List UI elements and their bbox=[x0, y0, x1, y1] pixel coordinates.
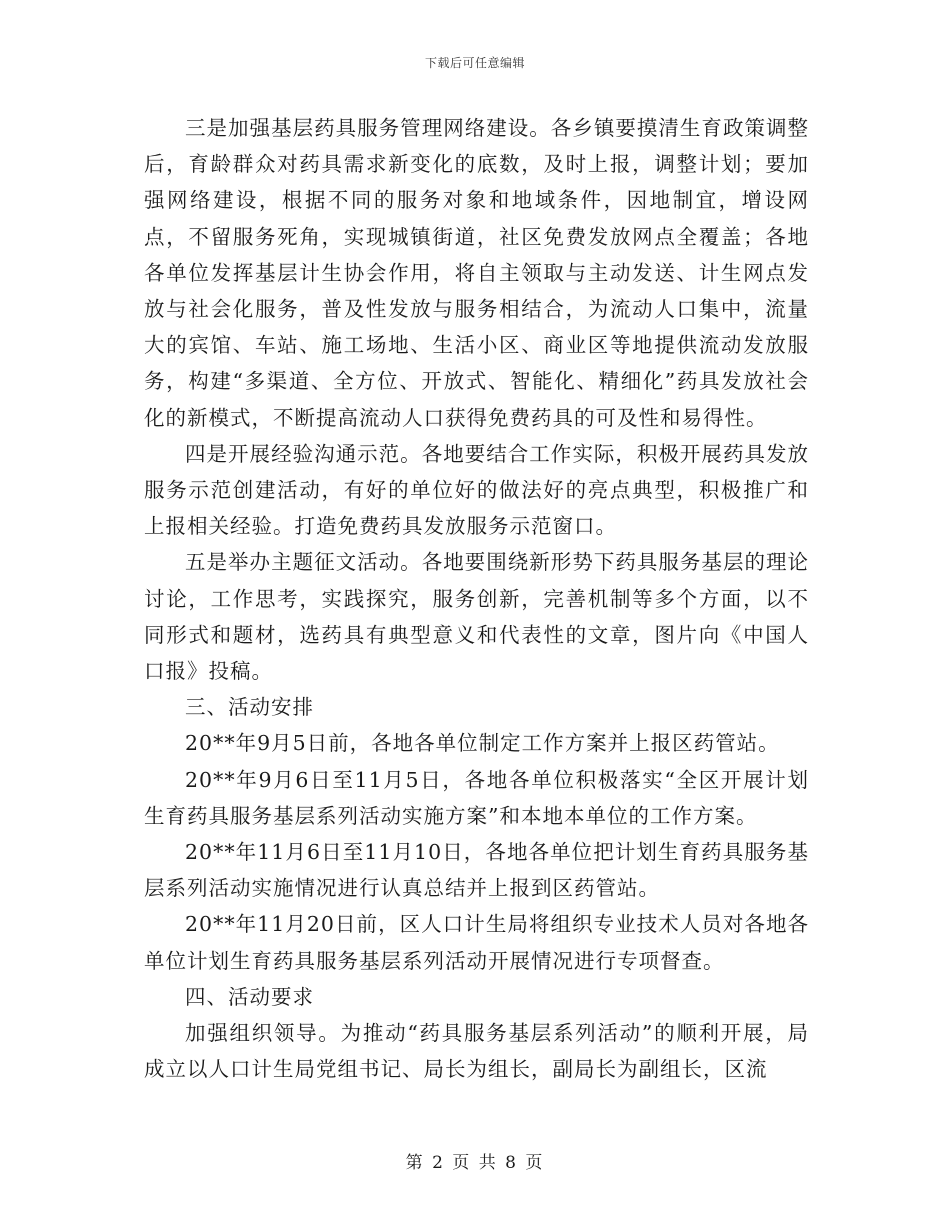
paragraph-experience-exchange: 四是开展经验沟通示范。各地要结合工作实际，积极开展药具发放服务示范创建活动，有好的单位好的做法好的亮点典型，积极推广和上报相关经验。打造免费药具发放服务示范窗口。 bbox=[144, 441, 809, 539]
schedule-item-4: 20**年11月20日前，区人口计生局将组织专业技术人员对各地各单位计划生育药具服务基层系列活动开展情况进行专项督查。 bbox=[144, 912, 809, 973]
paragraph-network-building: 三是加强基层药具服务管理网络建设。各乡镇要摸清生育政策调整后，育龄群众对药具需求新变化的底数，及时上报，调整计划；要加强网络建设，根据不同的服务对象和地域条件，因地制宜，增设网点，不留服务死角，实现城镇街道，社区免费发放网点全覆盖；各地各单位发挥基层计生协会作用，将自主领取与主动发送、计生网点发放与社会化服务，普及性发放与服务相结合，为流动人口集中，流量大的宾馆、车站、施工场地、生活小区、商业区等地提供流动发放服务，构建“多渠道、全方位、开放式、智能化、精细化”药具发放社会化的新模式，不断提高流动人口获得免费药具的可及性和易得性。 bbox=[144, 116, 809, 430]
section-heading-requirements: 四、活动要求 bbox=[185, 984, 314, 1009]
schedule-item-2: 20**年9月6日至11月5日，各地各单位积极落实“全区开展计划生育药具服务基层系列活动实施方案”和本地本单位的工作方案。 bbox=[144, 767, 809, 828]
page-number-footer: 第 2 页 共 8 页 bbox=[405, 1153, 545, 1173]
section-heading-schedule: 三、活动安排 bbox=[185, 695, 314, 720]
page-header-note: 下载后可任意编辑 bbox=[424, 56, 525, 70]
schedule-item-1: 20**年9月5日前，各地各单位制定工作方案并上报区药管站。 bbox=[185, 731, 780, 756]
paragraph-essay-activity: 五是举办主题征文活动。各地要围绕新形势下药具服务基层的理论讨论，工作思考，实践探究，服务创新，完善机制等多个方面，以不同形式和题材，选药具有典型意义和代表性的文章，图片向《中国人口报》投稿。 bbox=[144, 550, 809, 684]
schedule-item-3: 20**年11月6日至11月10日，各地各单位把计划生育药具服务基层系列活动实施情况进行认真总结并上报到区药管站。 bbox=[144, 840, 809, 901]
document-body bbox=[144, 110, 809, 1087]
paragraph-organization-leadership: 加强组织领导。为推动“药具服务基层系列活动”的顺利开展，局成立以人口计生局党组书记、局长为组长，副局长为副组长，区流 bbox=[144, 1021, 809, 1082]
